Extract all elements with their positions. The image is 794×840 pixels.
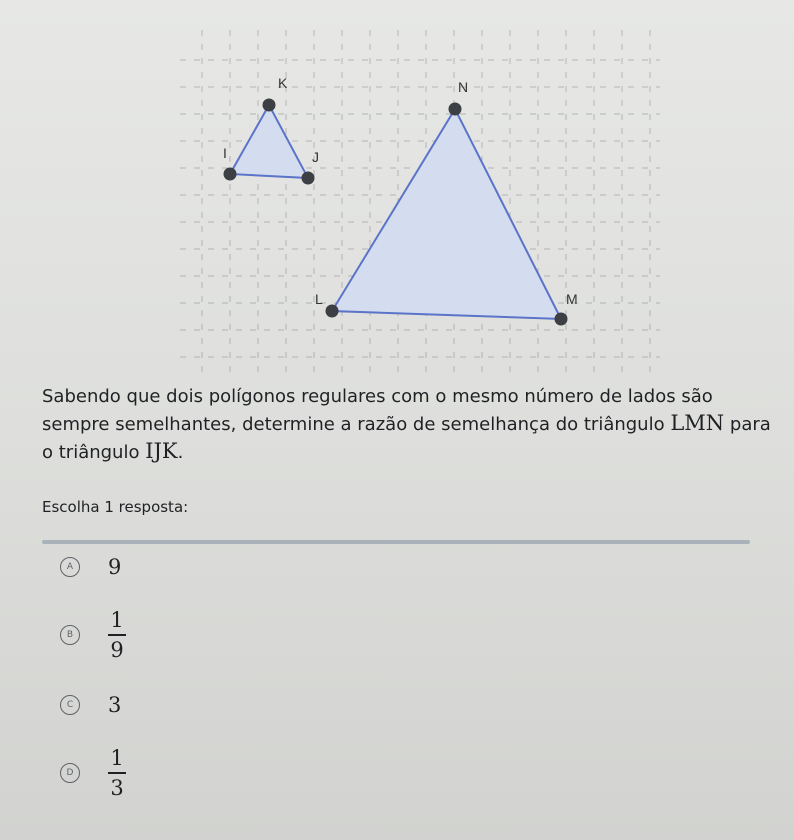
triangle-lmn-name: LMN [670, 411, 725, 435]
vertex-l [326, 305, 339, 318]
question-text [42, 384, 782, 466]
label-j: J [312, 149, 319, 165]
option-b-radio[interactable]: B [60, 625, 80, 645]
fraction-bar [108, 772, 126, 774]
label-m: M [566, 291, 578, 307]
option-c-radio[interactable]: C [60, 695, 80, 715]
option-b-fraction [108, 608, 126, 662]
option-d[interactable] [60, 746, 126, 800]
answer-prompt: Escolha 1 resposta: [42, 498, 189, 516]
option-a-radio[interactable]: A [60, 557, 80, 577]
triangle-ijk-name: IJK [145, 439, 178, 463]
option-d-numerator: 1 [110, 746, 124, 770]
question-part3: . [177, 442, 184, 463]
label-n: N [458, 79, 469, 95]
divider [42, 540, 750, 544]
label-k: K [278, 75, 288, 91]
vertex-i [224, 168, 237, 181]
label-l: L [315, 291, 323, 307]
label-i: I [223, 145, 227, 161]
option-b-numerator: 1 [110, 608, 124, 632]
option-a-value: 9 [108, 555, 122, 579]
option-c-value: 3 [108, 693, 122, 717]
vertex-k [263, 99, 276, 112]
option-c[interactable] [60, 693, 121, 717]
option-a[interactable] [60, 555, 121, 579]
option-b[interactable] [60, 608, 126, 662]
option-b-denominator: 9 [110, 638, 124, 662]
vertex-n [449, 103, 462, 116]
figure-svg [180, 30, 660, 375]
question-part2: para o triângulo [42, 414, 771, 463]
vertex-m [555, 313, 568, 326]
fraction-bar [108, 634, 126, 636]
option-d-radio[interactable]: D [60, 763, 80, 783]
vertex-j [302, 172, 315, 185]
question-part1: Sabendo que dois polígonos regulares com o mesmo número de lados são sempre semelhantes, determine a razão de semelhança do triângulo [42, 386, 713, 435]
option-d-fraction [108, 746, 126, 800]
triangle-figure [180, 30, 660, 375]
option-d-denominator: 3 [110, 776, 124, 800]
